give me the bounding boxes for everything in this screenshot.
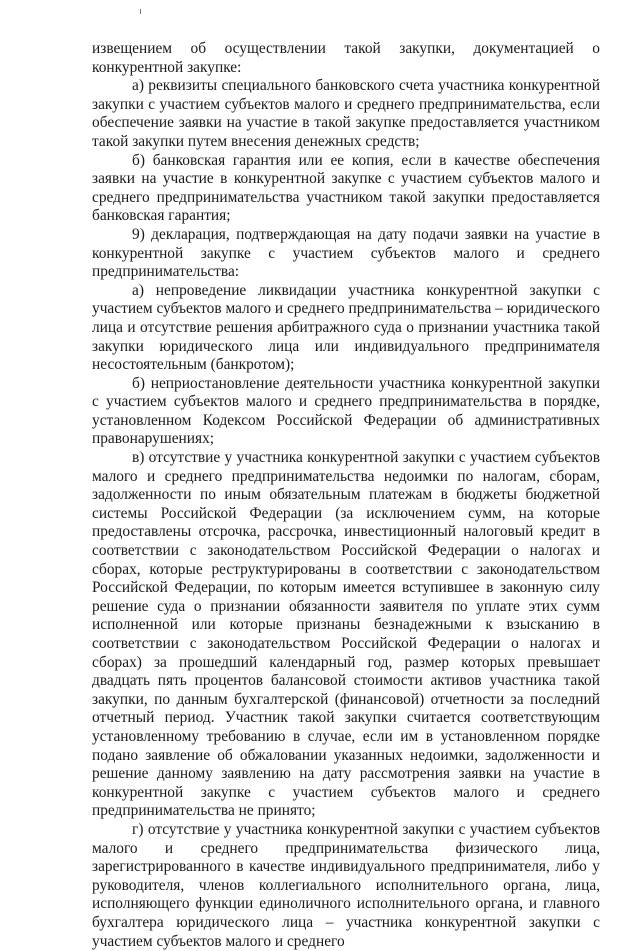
paragraph-item-a-bank-account: а) реквизиты специального банковского счета участника конкурентной закупки с участием субъектов малого и среднего предпринимательства, если обеспечение заявки на участие в такой закупке предоставляется участником такой закупки путем внесения денежных средств; — [92, 77, 600, 150]
paragraph-item-b-bank-guarantee: б) банковская гарантия или ее копия, если в качестве обеспечения заявки на участие в конкурентной закупке с участием субъектов малого и среднего предпринимательства участником такой закупки предоставляется банковская гарантия; — [92, 151, 600, 225]
document-body — [92, 40, 600, 951]
paragraph-item-g-criminal-record: г) отсутствие у участника конкурентной закупки с участием субъектов малого и среднего предпринимательства физического лица, зарегистрированного в качестве индивидуального предпринимателя, либо у руководителя, членов коллегиального исполнительного органа, лица, исполняющего функции единоличного исполнительного органа, и главного бухгалтера юридического лица – участника конкурентной закупки с участием субъектов малого и среднего — [92, 820, 600, 950]
paragraph-item-9-declaration: 9) декларация, подтверждающая на дату подачи заявки на участие в конкурентной закупке с участием субъектов малого и среднего предпринимательства: — [92, 225, 600, 281]
paragraph-continuation: извещением об осуществлении такой закупки, документацией о конкурентной закупке: — [92, 40, 600, 76]
paragraph-item-v-arrears: в) отсутствие у участника конкурентной закупки с участием субъектов малого и среднего предпринимательства недоимки по налогам, сборам, задолженности по иным обязательным платежам в бюджеты бюджетной системы Российской Федерации (за исключением сумм, на которые предоставлены отсрочка, рассрочка, инвестиционный налоговый кредит в соответствии с законодательством Российской Федерации о налогах и сборах, которые реструктурированы в соответствии с законодательством Российской Федерации, по которым имеется вступившее в законную силу решение суда о признании обязанности заявителя по уплате этих сумм исполненной или которые признаны безнадежными к взысканию в соответствии с законодательством Российской Федерации о налогах и сборах) за прошедший календарный год, размер которых превышает двадцать пять процентов балансовой стоимости активов участника такой закупки, по данным бухгалтерской (финансовой) отчетности за последний отчетный период. Участник такой закупки считается соответствующим установленному требованию в случае, если им в установленном порядке подано заявление об обжаловании указанных недоимки, задолженности и решение данному заявлению на дату рассмотрения заявки на участие в конкурентной закупке с участием субъектов малого и среднего предпринимательства не принято; — [92, 449, 600, 820]
paragraph-item-a-liquidation: а) непроведение ликвидации участника конкурентной закупки с участием субъектов малого и среднего предпринимательства – юридического лица и отсутствие решения арбитражного суда о признании участника такой закупки юридического лица или индивидуального предпринимателя несостоятельным (банкротом); — [92, 281, 600, 374]
scan-mark — [140, 9, 141, 14]
paragraph-item-b-suspension: б) неприостановление деятельности участника конкурентной закупки с участием субъектов малого и среднего предпринимательства в порядке, установленном Кодексом Российской Федерации об административных правонарушениях; — [92, 374, 600, 448]
